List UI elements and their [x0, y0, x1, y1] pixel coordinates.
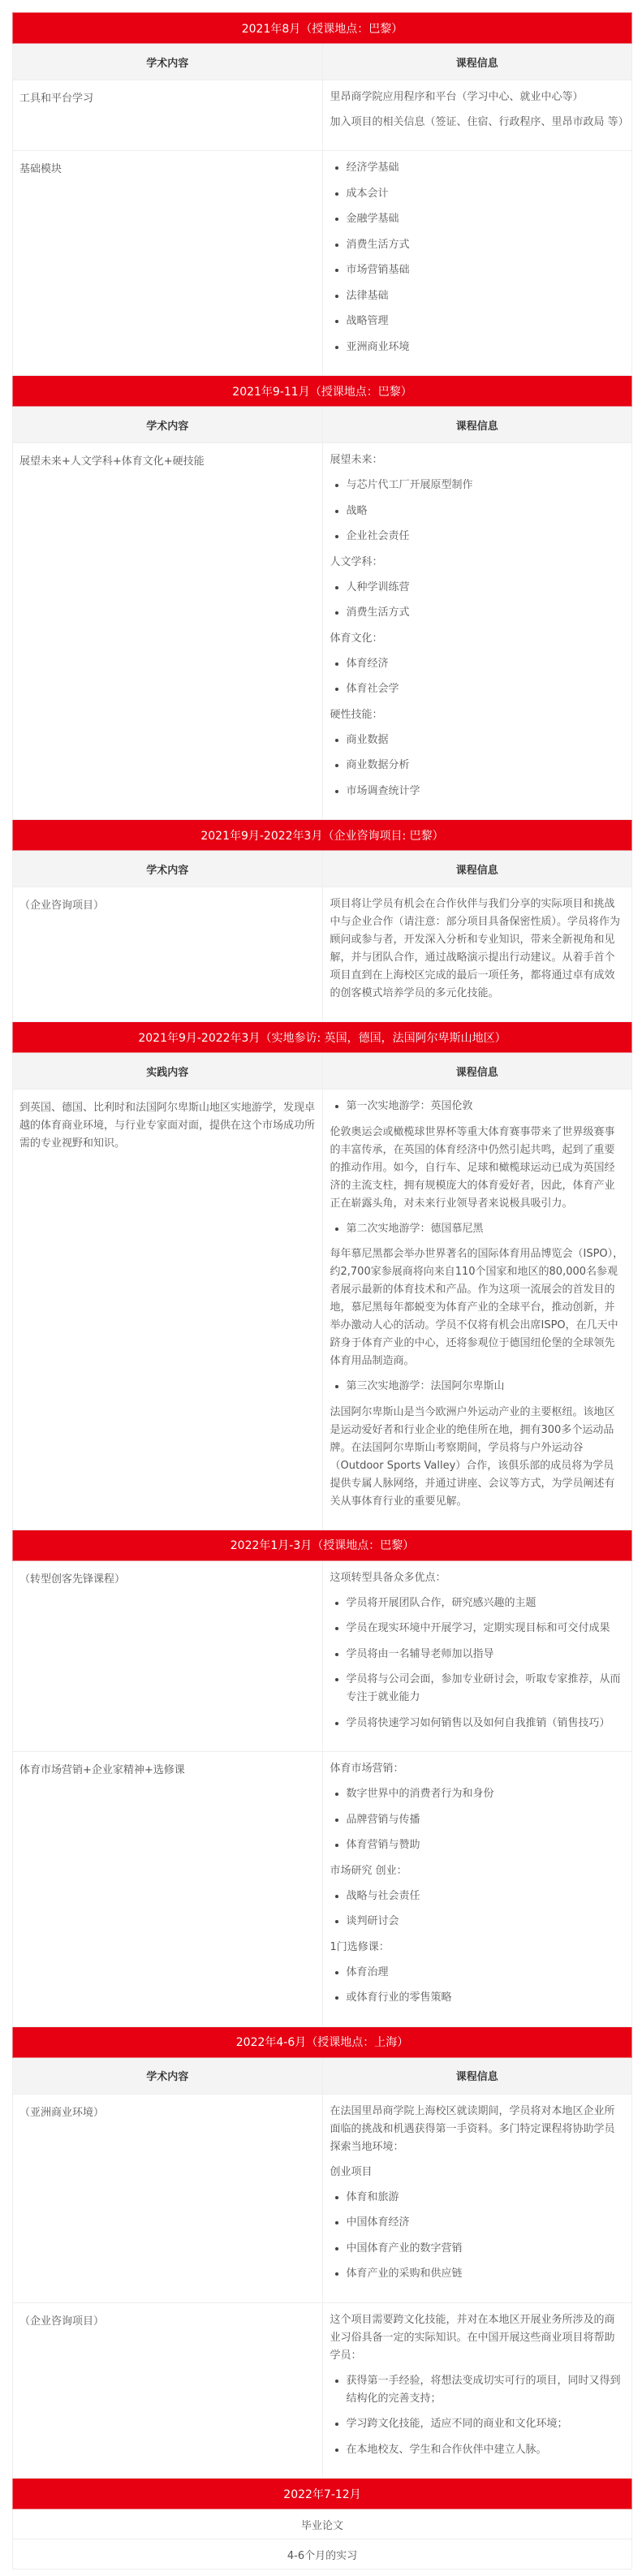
list-item: • 品牌营销与传播 [347, 1811, 625, 1829]
paragraph: 伦敦奥运会或橄榄球世界杯等重大体育赛事带来了世界级赛事的丰富传承，在英国的体育经济中仍然引起共鸣，起到了重要的推动作用。如今，自行车、足球和橄榄球运动已成为英国经济的主流支柱，拥有规模庞大的体育爱好者，因此，体育产业正在崭露头角，对未来行业领导者来说极具吸引力。 [330, 1125, 615, 1210]
column-header-content: 学术内容 [13, 2057, 323, 2094]
paragraph: 每年慕尼黑都会举办世界著名的国际体育用品博览会（ISPO），约2,700家参展商将向来自110个国家和地区的80,000名参观者展示最新的体育技术和产品。作为这项一流展会的首发目的地，慕尼黑每年都蜕变为体育产业的全球平台，推动创新，并举办激动人心的活动。学员不仅将有机会出席ISPO，在几天中跻身于体育产业的中心，还将参观位于德国纽伦堡的全球领先体育用品制造商。 [330, 1248, 624, 1367]
paragraph: 人文学科： [330, 555, 383, 568]
final-item: 毕业论文 [13, 2509, 632, 2539]
row-details [322, 887, 632, 1022]
list-item: • 在本地校友、学生和合作伙伴中建立人脉。 [347, 2441, 625, 2459]
column-header-row [13, 851, 632, 887]
paragraph: 这项转型具备众多优点： [330, 1571, 446, 1584]
list-item: • 人种学训练营 [347, 579, 625, 597]
section-title: 2021年9-11月（授课地点：巴黎） [13, 376, 632, 407]
column-header-info: 课程信息 [322, 1053, 632, 1090]
bullet-list [330, 477, 625, 546]
section-title: 2021年8月（授课地点：巴黎） [13, 13, 632, 44]
list-item: • 成本会计 [347, 185, 625, 203]
paragraph: 里昂商学院应用程序和平台（学习中心、就业中心等） [330, 91, 584, 103]
table-row [13, 443, 632, 820]
list-item: • 消费生活方式 [347, 604, 625, 622]
section-header [13, 13, 632, 44]
row-topic: 体育市场营销+企业家精神+选修课 [13, 1752, 323, 2027]
section-header [13, 1530, 632, 1560]
paragraph: 这个项目需要跨文化技能，并对在本地区开展业务所涉及的商业习俗具备一定的实际知识。在中国开展这些商业项目将帮助学员： [330, 2313, 615, 2362]
row-topic: 工具和平台学习 [13, 80, 323, 151]
list-item: • 第三次实地游学：法国阿尔卑斯山 [347, 1378, 625, 1396]
table-row [13, 151, 632, 376]
column-header-info: 课程信息 [322, 44, 632, 80]
list-item: • 金融学基础 [347, 210, 625, 228]
row-details [322, 1752, 632, 2027]
list-item: • 学习跨文化技能，适应不同的商业和文化环境； [347, 2415, 625, 2433]
list-item: • 与芯片代工厂开展原型制作 [347, 477, 625, 494]
section-header [13, 376, 632, 407]
curriculum-table [12, 12, 632, 2570]
paragraph: 体育市场营销： [330, 1763, 404, 1775]
section-header [13, 1022, 632, 1053]
list-item: • 学员将快速学习如何销售以及如何自我推销（销售技巧） [347, 1715, 625, 1732]
bullet-list [330, 2189, 625, 2284]
bullet-list [330, 159, 625, 356]
column-header-info: 课程信息 [322, 851, 632, 887]
paragraph: 硬性技能： [330, 708, 383, 721]
list-item: • 战略与社会责任 [347, 1888, 625, 1905]
section-title: 2021年9月-2022年3月（实地参访: 英国，德国，法国阿尔卑斯山地区） [13, 1022, 632, 1053]
section-header [13, 2479, 632, 2509]
list-item: • 体育治理 [347, 1964, 625, 1982]
bullet-list [330, 1594, 625, 1732]
list-item: • 数字世界中的消费者行为和身份 [347, 1785, 625, 1803]
row-topic: 到英国、德国、比利时和法国阿尔卑斯山地区实地游学，发现卓越的体育商业环境，与行业专家面对面，提供在这个市场成功所需的专业视野和知识。 [13, 1090, 323, 1530]
bullet-list [330, 2372, 625, 2459]
column-header-content: 学术内容 [13, 44, 323, 80]
bullet-list [330, 1964, 625, 2008]
list-item: • 体育产业的采购和供应链 [347, 2265, 625, 2283]
table-row [13, 80, 632, 151]
list-item: • 商业数据分析 [347, 757, 625, 775]
table-row [13, 2539, 632, 2570]
bullet-list [330, 1220, 625, 1238]
paragraph: 1门选修课： [330, 1940, 390, 1953]
row-topic: （亚洲商业环境） [13, 2094, 323, 2302]
row-details [322, 2302, 632, 2479]
section-title: 2022年1月-3月（授课地点：巴黎） [13, 1530, 632, 1560]
bullet-list [330, 1098, 625, 1115]
list-item: • 经济学基础 [347, 159, 625, 177]
column-header-row [13, 2057, 632, 2094]
section-header [13, 2026, 632, 2057]
list-item: • 学员在现实环境中开展学习，定期实现目标和可交付成果 [347, 1620, 625, 1638]
column-header-content: 实践内容 [13, 1053, 323, 1090]
list-item: • 消费生活方式 [347, 236, 625, 254]
table-row [13, 887, 632, 1022]
paragraph: 项目将让学员有机会在合作伙伴与我们分享的实际项目和挑战中与企业合作（请注意：部分项目具备保密性质）。学员将作为顾问或参与者，开发深入分析和专业知识，带来全新视角和见解，并与团队合作，通过战略演示提出行动建议。从着手首个项目直到在上海校区完成的最后一项任务，都将通过卓有成效的创客模式培养学员的多元化技能。 [330, 898, 621, 999]
row-details [322, 80, 632, 151]
list-item: • 谈判研讨会 [347, 1913, 625, 1931]
paragraph: 创业项目 [330, 2165, 373, 2178]
bullet-list [330, 579, 625, 623]
section-title: 2021年9月-2022年3月（企业咨询项目: 巴黎） [13, 820, 632, 851]
column-header-row [13, 44, 632, 80]
list-item: • 获得第一手经验，将想法变成切实可行的项目，同时又得到结构化的完善支持； [347, 2372, 625, 2408]
row-details [322, 443, 632, 820]
column-header-info: 课程信息 [322, 407, 632, 443]
column-header-content: 学术内容 [13, 407, 323, 443]
list-item: • 市场调查统计学 [347, 783, 625, 800]
bullet-list [330, 731, 625, 800]
table-row [13, 2094, 632, 2302]
row-topic: （转型创客先锋课程） [13, 1560, 323, 1752]
paragraph: 市场研究 创业： [330, 1864, 407, 1877]
list-item: • 中国体育经济 [347, 2214, 625, 2232]
list-item: • 战略 [347, 503, 625, 520]
bullet-list [330, 1378, 625, 1396]
row-topic: 基础模块 [13, 151, 323, 376]
row-topic: （企业咨询项目） [13, 2302, 323, 2479]
list-item: • 学员将与公司会面，参加专业研讨会，听取专家推荐，从而专注于就业能力 [347, 1671, 625, 1707]
column-header-content: 学术内容 [13, 851, 323, 887]
paragraph: 在法国里昂商学院上海校区就读期间，学员将对本地区企业所面临的挑战和机遇获得第一手资料。多门特定课程将协助学员探索当地环境： [330, 2104, 615, 2153]
list-item: • 企业社会责任 [347, 528, 625, 546]
list-item: • 体育经济 [347, 655, 625, 673]
list-item: • 法律基础 [347, 287, 625, 305]
row-details [322, 1560, 632, 1752]
column-header-info: 课程信息 [322, 2057, 632, 2094]
bullet-list [330, 1888, 625, 1931]
list-item: • 体育和旅游 [347, 2189, 625, 2207]
list-item: • 体育社会学 [347, 680, 625, 698]
row-details [322, 151, 632, 376]
bullet-list [330, 655, 625, 699]
list-item: • 市场营销基础 [347, 261, 625, 279]
final-item: 4-6个月的实习 [13, 2539, 632, 2570]
paragraph: 展望未来： [330, 454, 383, 466]
list-item: • 战略管理 [347, 313, 625, 330]
list-item: • 中国体育产业的数字营销 [347, 2240, 625, 2258]
table-row [13, 1560, 632, 1752]
row-details [322, 2094, 632, 2302]
row-topic: （企业咨询项目） [13, 887, 323, 1022]
section-title: 2022年7-12月 [13, 2479, 632, 2509]
column-header-row [13, 407, 632, 443]
list-item: • 商业数据 [347, 731, 625, 749]
table-row [13, 1752, 632, 2027]
paragraph: 法国阿尔卑斯山是当今欧洲户外运动产业的主要枢纽。该地区是运动爱好者和行业企业的绝佳所在地，拥有300多个运动品牌。在法国阿尔卑斯山考察期间，学员将与户外运动谷（Outdoor Sports Valley）合作，该俱乐部的成员将为学员提供专属人脉网络，并通过讲座、会议等方式，为学员阐述有关从事体育行业的重要见解。 [330, 1405, 615, 1508]
section-title: 2022年4-6月（授课地点：上海） [13, 2026, 632, 2057]
column-header-row [13, 1053, 632, 1090]
row-topic: 展望未来+人文学科+体育文化+硬技能 [13, 443, 323, 820]
row-details [322, 1090, 632, 1530]
list-item: • 学员将开展团队合作，研究感兴趣的主题 [347, 1594, 625, 1612]
bullet-list [330, 1785, 625, 1854]
table-row [13, 2509, 632, 2539]
list-item: • 第二次实地游学：德国慕尼黑 [347, 1220, 625, 1238]
list-item: • 第一次实地游学：英国伦敦 [347, 1098, 625, 1115]
section-header [13, 820, 632, 851]
list-item: • 学员将由一名辅导老师加以指导 [347, 1646, 625, 1663]
table-row [13, 2302, 632, 2479]
list-item: • 亚洲商业环境 [347, 339, 625, 356]
paragraph: 加入项目的相关信息（签证、住宿、行政程序、里昂市政局 等） [330, 116, 629, 128]
list-item: • 体育营销与赞助 [347, 1836, 625, 1854]
list-item: • 或体育行业的零售策略 [347, 1989, 625, 2007]
table-row [13, 1090, 632, 1530]
paragraph: 体育文化： [330, 632, 383, 645]
